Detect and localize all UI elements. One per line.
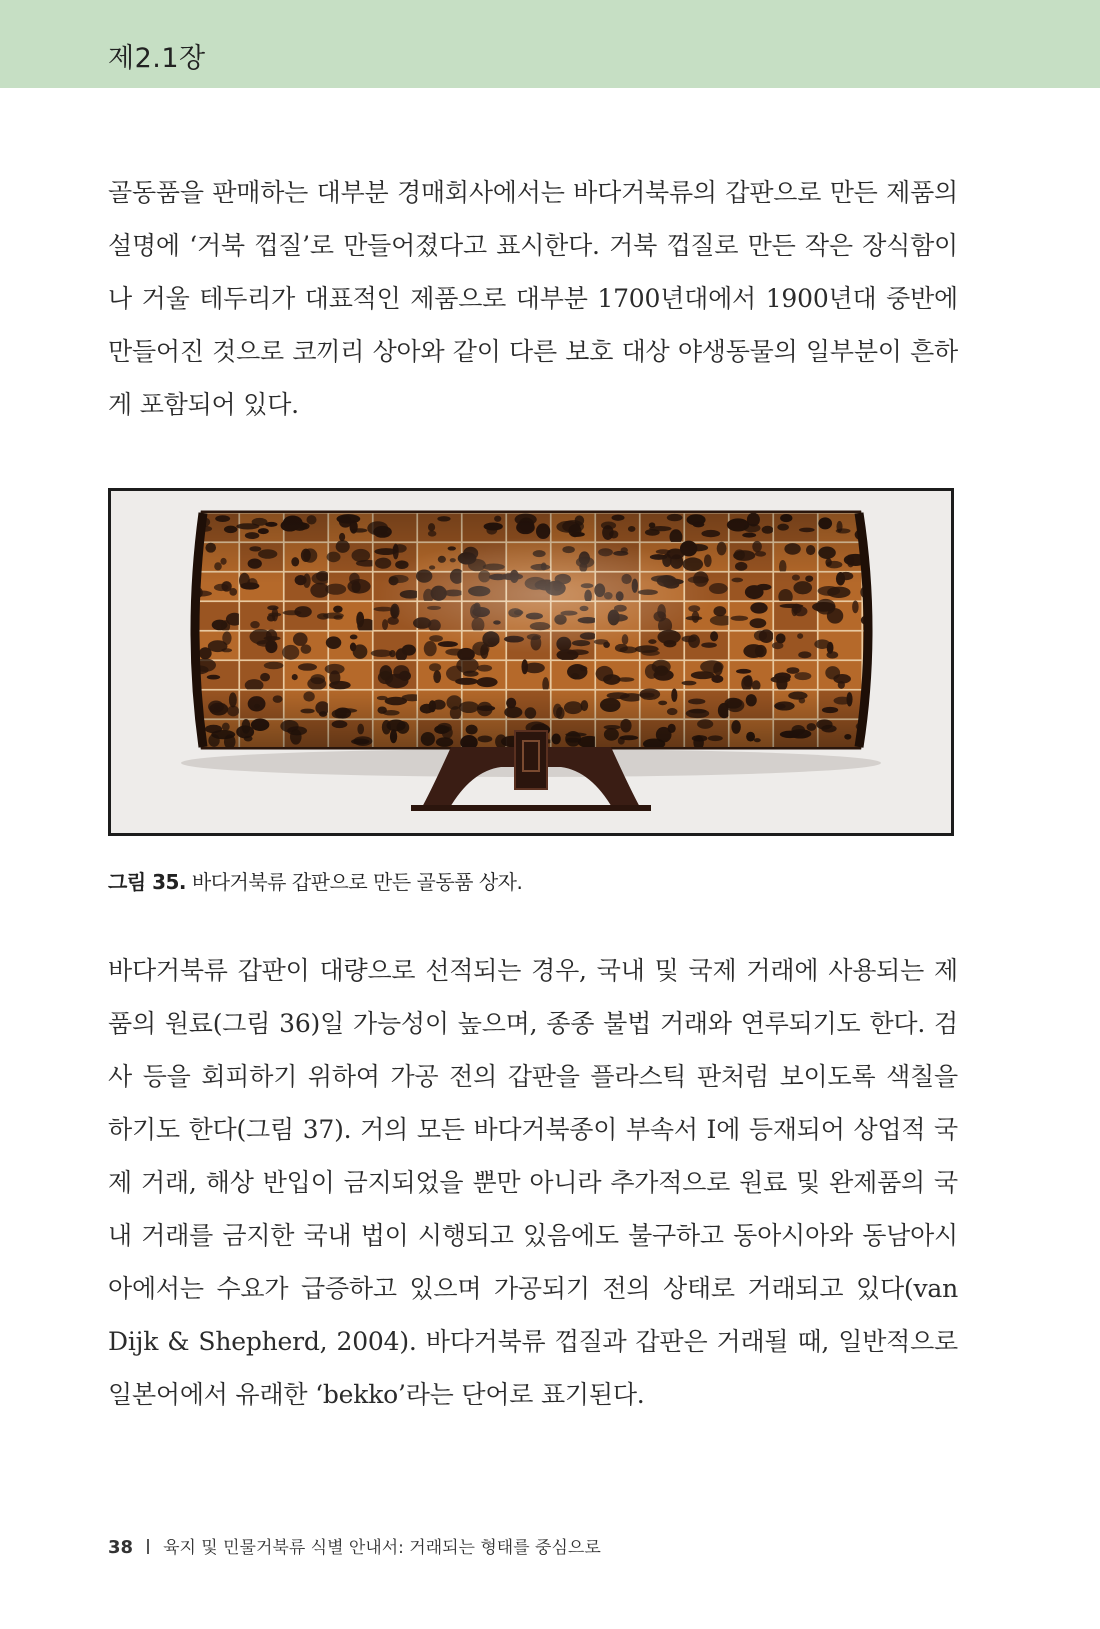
figure-caption <box>108 866 522 895</box>
figure-35-frame <box>108 488 954 836</box>
tortoiseshell-box-image <box>111 491 951 833</box>
chapter-label: 제2.1장 <box>108 43 206 74</box>
page-footer <box>108 1533 601 1558</box>
body-paragraph-1: 골동품을 판매하는 대부분 경매회사에서는 바다거북류의 갑판으로 만든 제품의 설명에 ‘거북 껍질’로 만들어졌다고 표시한다. 거북 껍질로 만든 작은 장식함이나 거울 테두리가 대표적인 제품으로 대부분 1700년대에서 1900년대 중반에 만들어진 것으로 코끼리 상아와 같이 다른 보호 대상 야생동물의 일부분이 흔하게 포함되어 있다. <box>108 178 958 419</box>
header-band <box>0 0 1100 88</box>
caption-text: 바다거북류 갑판으로 만든 골동품 상자. <box>191 870 523 894</box>
body-paragraph-2: 바다거북류 갑판이 대량으로 선적되는 경우, 국내 및 국제 거래에 사용되는 제품의 원료(그림 36)일 가능성이 높으며, 종종 불법 거래와 연루되기도 한다. 검사 등을 회피하기 위하여 가공 전의 갑판을 플라스틱 판처럼 보이도록 색칠을 하기도 한다(그림 37). 거의 모든 바다거북종이 부속서 I에 등재되어 상업적 국제 거래, 해상 반입이 금지되었을 뿐만 아니라 추가적으로 원료 및 완제품의 국내 거래를 금지한 국내 법이 시행되고 있음에도 불구하고 동아시아와 동남아시아에서는 수요가 급증하고 있으며 가공되기 전의 상태로 거래되고 있다(van Dijk & Shepherd, 2004). 바다거북류 껍질과 갑판은 거래될 때, 일반적으로 일본어에서 유래한 ‘bekko’라는 단어로 표기된다. <box>108 956 958 1409</box>
book-title: 육지 및 민물거북류 식별 안내서: 거래되는 형태를 중심으로 <box>163 1538 601 1558</box>
footer-separator <box>147 1539 149 1554</box>
caption-label: 그림 35. <box>108 870 187 894</box>
page-number: 38 <box>108 1537 134 1558</box>
